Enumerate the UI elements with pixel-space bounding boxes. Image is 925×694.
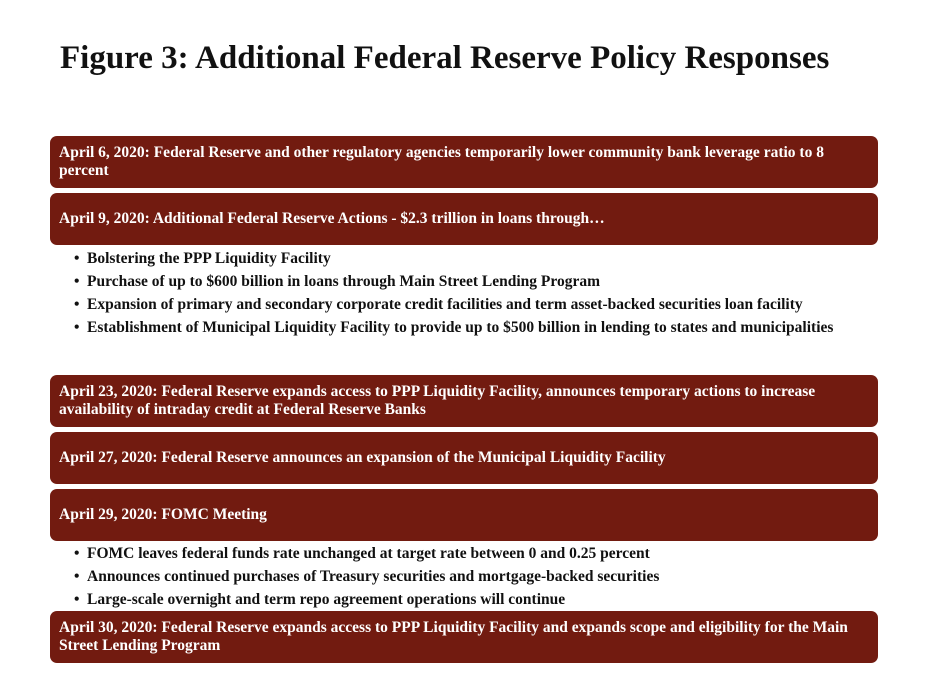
event-april-30	[50, 611, 878, 663]
bullet-item: • Purchase of up to $600 billion in loans through Main Street Lending Program	[74, 273, 874, 290]
event-april-6	[50, 136, 878, 188]
april-29-bullet-list	[74, 545, 874, 614]
figure-title: Figure 3: Additional Federal Reserve Policy Responses	[60, 40, 830, 76]
bullet-item: • Establishment of Municipal Liquidity Facility to provide up to $500 billion in lending to states and municipalities	[74, 319, 874, 336]
event-april-29	[50, 489, 878, 541]
event-heading: April 29, 2020: FOMC Meeting	[59, 506, 267, 523]
event-heading: April 6, 2020: Federal Reserve and other regulatory agencies temporarily lower community bank leverage ratio to 8 percent	[59, 144, 824, 179]
april-9-bullet-list	[74, 250, 874, 342]
event-heading: April 23, 2020: Federal Reserve expands access to PPP Liquidity Facility, announces temporary actions to increase availability of intraday credit at Federal Reserve Banks	[59, 383, 816, 418]
event-april-23	[50, 375, 878, 427]
bullet-item: • Bolstering the PPP Liquidity Facility	[74, 250, 874, 267]
bullet-item: • Announces continued purchases of Treasury securities and mortgage-backed securities	[74, 568, 874, 585]
event-heading: April 27, 2020: Federal Reserve announces an expansion of the Municipal Liquidity Facility	[59, 449, 666, 466]
event-april-9	[50, 193, 878, 245]
event-heading: April 9, 2020: Additional Federal Reserve Actions - $2.3 trillion in loans through…	[59, 210, 605, 227]
bullet-item: • Expansion of primary and secondary corporate credit facilities and term asset-backed securities loan facility	[74, 296, 874, 313]
event-april-27	[50, 432, 878, 484]
bullet-item: • FOMC leaves federal funds rate unchanged at target rate between 0 and 0.25 percent	[74, 545, 874, 562]
event-heading: April 30, 2020: Federal Reserve expands access to PPP Liquidity Facility and expands scope and eligibility for the Main Street Lending Program	[59, 619, 848, 654]
bullet-item: • Large-scale overnight and term repo agreement operations will continue	[74, 591, 874, 608]
